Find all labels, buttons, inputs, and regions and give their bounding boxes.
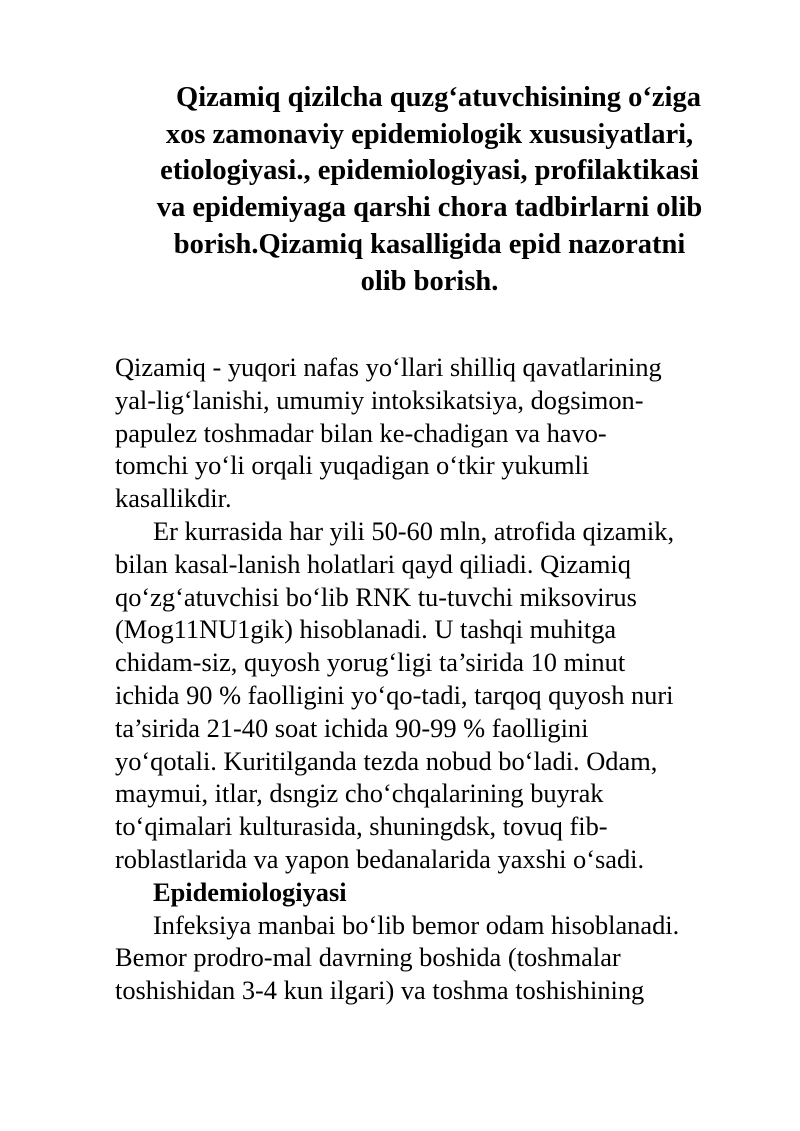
paragraph-definition-line: papulez toshmadar bilan ke-chadigan va havo- [115, 417, 607, 448]
document-title [112, 80, 747, 300]
title-line: va epidemiyaga qarshi chora tadbirlarni olib [156, 192, 703, 224]
paragraph-epidemiology-line: toshishidan 3-4 kun ilgari) va toshma toshishining [115, 975, 645, 1006]
paragraph-etiology-line: yo‘qotali. Kuritilganda tezda nobud bo‘ladi. Odam, [115, 745, 658, 776]
paragraph-epidemiology-line: Bemor prodro-mal davrning boshida (toshmalar [115, 942, 621, 973]
paragraph-epidemiology-line: Infeksiya manbai bo‘lib bemor odam hisoblanadi. [153, 909, 680, 940]
paragraph-etiology-line: bilan kasal-lanish holatlari qayd qiliadi. Qizamiq [115, 548, 631, 579]
paragraph-etiology-line: ta’sirida 21-40 soat ichida 90-99 % faolligini [115, 712, 589, 743]
paragraph-etiology-line: to‘qimalari kulturasida, shuningdsk, tovuq fib- [115, 811, 608, 842]
document-body [115, 351, 755, 1007]
title-line: borish.Qizamiq kasalligida epid nazoratni [173, 228, 686, 260]
paragraph-definition-line: kasallikdir. [115, 483, 232, 514]
paragraph-etiology-line: (Mog11NU1gik) hisoblanadi. U tashqi muhitga [115, 614, 617, 645]
paragraph-etiology-line: roblastlarida va yapon bedanalarida yaxshi o‘sadi. [115, 843, 645, 874]
paragraph-etiology-line: chidam-siz, quyosh yorug‘ligi ta’sirida 10 minut [115, 647, 626, 678]
section-heading-epidemiology: Epidemiologiyasi [153, 876, 347, 907]
paragraph-definition-line: Qizamiq - yuqori nafas yo‘llari shilliq qavatlarining [115, 352, 662, 382]
title-line: Qizamiq qizilcha quzg‘atuvchisining o‘ziga [176, 82, 701, 113]
paragraph-etiology-line: maymui, itlar, dsngiz cho‘chqalarining buyrak [115, 778, 604, 809]
paragraph-etiology-line: Er kurrasida har yili 50-60 mln, atrofida qizamik, [153, 515, 675, 546]
title-line: olib borish. [360, 265, 499, 297]
paragraph-etiology-line: ichida 90 % faolligini yo‘qo-tadi, tarqoq quyosh nuri [115, 679, 674, 710]
title-line: xos zamonaviy epidemiologik xususiyatlari, [165, 118, 694, 150]
paragraph-etiology-line: qo‘zg‘atuvchisi bo‘lib RNK tu-tuvchi miksovirus [115, 581, 637, 612]
paragraph-definition-line: tomchi yo‘li orqali yuqadigan o‘tkir yukumli [115, 450, 590, 481]
paragraph-definition-line: yal-lig‘lanishi, umumiy intoksikatsiya, dogsimon- [115, 384, 644, 415]
title-line: etiologiyasi., epidemiologiyasi, profilaktikasi [160, 155, 699, 187]
